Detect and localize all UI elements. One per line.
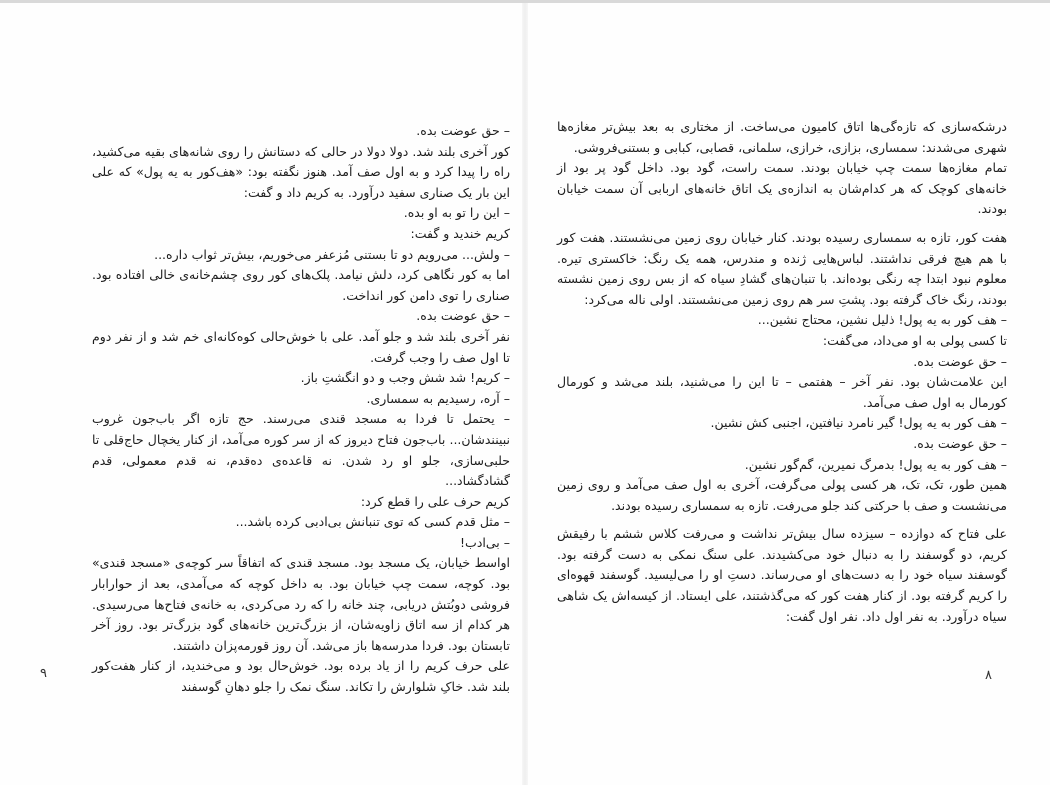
paragraph: – آره، رسیدیم به سمساری. — [366, 390, 510, 406]
paragraph: نفر آخری بلند شد و جلو آمد. علی با خوش‌حالی کوه‌کانه‌ای خم شد و از نفر دوم تا اول صف را وجب گرفت. — [92, 328, 510, 365]
paragraph: – حق عوضت بده. — [416, 308, 510, 324]
paragraph: اواسط خیابان، یک مسجد بود. مسجد قندی که اتفاقاً سر کوچه‌ی «مسجد قندی» بود. کوچه، سمت چپ خیابان بود. به داخل کوچه که می‌آمدی، بعد از حوارابار فروشی دوبُتش دریابی، چند خانه را که رد می‌کردی، به خانه‌ی فتاح‌ها می‌رسیدی. هر کدام از سه اتاق زاویه‌شان، از بزرگ‌ترین خانه‌های گود بزرگ‌تر بود. روز آخر تابستان بود. فردا مدرسه‌ها باز می‌شد. آن روز قورمه‌پزان داشتند. — [92, 555, 510, 653]
paragraph: این علامت‌شان بود. نفر آخر – هفتمی – تا این را می‌شنید، بلند می‌شد و کورمال کورمال به اول صف می‌آمد. — [557, 374, 1007, 410]
paragraph: – یحتمل تا فردا به مسجد قندی می‌رسند. حج تازه اگر باب‌جون غروب نبینندشان... باب‌جون فتاح دیروز که از سر کوره می‌آمد، از کنار یخچال حاج‌قلی تا حلبی‌سازی، جلو او رد شدن. نه قاعده‌ی ده‌قدم، نه قدم معمولی، قدم گشادگشاد... — [92, 411, 510, 489]
left-page — [0, 3, 525, 785]
paragraph: – هف کور به یه پول! بدمرگ نمیرین، گم‌گور نشین. — [744, 456, 1007, 472]
paragraph: – بی‌ادب! — [460, 534, 510, 550]
paragraph: – حق عوضت بده. — [416, 123, 510, 138]
paragraph: کریم خندید و گفت: — [410, 225, 510, 241]
paragraph: هفت کور، تازه به سمساری رسیده بودند. کنار خیابان روی زمین می‌نشستند. هفت کور با هم هیچ فرقی نداشتند. لباس‌هایی ژنده و مندرس، همه یک رنگ: خاکستری تیره. معلوم نبود ابتدا چه رنگی بوده‌اند. با تنبان‌های گشادِ سیاه که از بس روی زمین نشسته بودند، رنگ خاک گرفته بود. پشتِ سر هم روی زمین می‌نشستند. اولی ناله می‌کرد: — [557, 229, 1007, 307]
paragraph: کریم حرف علی را قطع کرد: — [360, 493, 510, 509]
right-page — [525, 3, 1050, 785]
paragraph: – مثل قدم کسی که توی تنبانش بی‌ادبی کرده باشد... — [235, 514, 510, 530]
paragraph: – این را تو به او بده. — [403, 205, 510, 221]
paragraph: – کریم! شد شش وجب و دو انگشتِ باز. — [300, 370, 510, 386]
paragraph: همین طور، تک، تک، هر کسی پولی می‌گرفت، آخری به اول صف می‌آمد و روی زمین می‌نشست و صف با حرکتی کند جلو می‌رفت. تازه به سمساری رسیده بودند. — [557, 477, 1007, 513]
paragraph: تمام مغازه‌ها سمت چپ خیابان بودند. سمت راست، گود بود. داخل گود پر بود از خانه‌های کوچک که هر کدام‌شان به اندازه‌ی یک اتاق خانه‌های اربابی آن سمت خیابان بودند. — [557, 160, 1007, 217]
book-spread — [0, 3, 1050, 785]
paragraph: – حق عوضت بده. — [913, 435, 1007, 451]
right-page-text — [557, 117, 1007, 627]
left-page-text — [92, 121, 510, 698]
page-number: ۸ — [985, 668, 992, 683]
paragraph: اما به کور نگاهی کرد، دلش نیامد. پلک‌های کور روی چشم‌خانه‌ی خالی افتاده بود. صناری را توی دامن کور انداخت. — [92, 267, 510, 303]
paragraph: – حق عوضت بده. — [913, 353, 1007, 369]
paragraph: – هف کور به یه پول! گیر نامرد نیافتین، اجنبی کش نشین. — [710, 415, 1007, 431]
paragraph: علی فتاح که دوازده – سیزده سال بیش‌تر نداشت و می‌رفت کلاس ششم با رفیقش کریم، دو گوسفند را به دنبال خود می‌کشیدند. علی سنگ نمکی به دست گرفته بود. گوسفند سیاه خود را به دست‌های او می‌رساند. دستِ او را می‌لیسید. گوسفند قهوه‌ای را کریم گرفته بود. از کنار هفت کور که می‌گذشتند، علی ایستاد. از کیسه‌اش یک شاهی سیاه درآورد. به نفر اول داد. نفر اول گفت: — [557, 526, 1007, 624]
page-number: ۹ — [40, 666, 47, 681]
paragraph: علی حرف کریم را از یاد برده بود. خوش‌حال بود و می‌خندید، از کنار هفت‌کور بلند شد. خاکِ شلوارش را تکاند. سنگ نمک را جلو دهانِ گوسفند — [92, 658, 510, 695]
paragraph: – ولش... می‌رویم دو تا بستنی مُزعفر می‌خوریم، بیش‌تر ثواب داره... — [154, 246, 510, 262]
paragraph: کور آخری بلند شد. دولا دولا در حالی که دستانش را روی شانه‌های بقیه می‌کشید، راه را پیدا کرد و به اول صف آمد. هنوز نگفته بود: «هف‌کور به یه پول» که علی این بار یک صناری سفید درآورد. به کریم داد و گفت: — [92, 143, 510, 200]
paragraph: درشکه‌سازی که تازه‌گی‌ها اتاق کامیون می‌ساخت. از مختاری به بعد بیش‌تر مغازه‌ها شهری می‌شدند: سمساری، بزازی، خرازی، سلمانی، قصابی، کبابی و بستنی‌فروشی. — [557, 119, 1007, 155]
paragraph: – هف کور به یه پول! ذلیل نشین، محتاج نشین... — [757, 312, 1007, 328]
paragraph: تا کسی پولی به او می‌داد، می‌گفت: — [822, 332, 1007, 348]
